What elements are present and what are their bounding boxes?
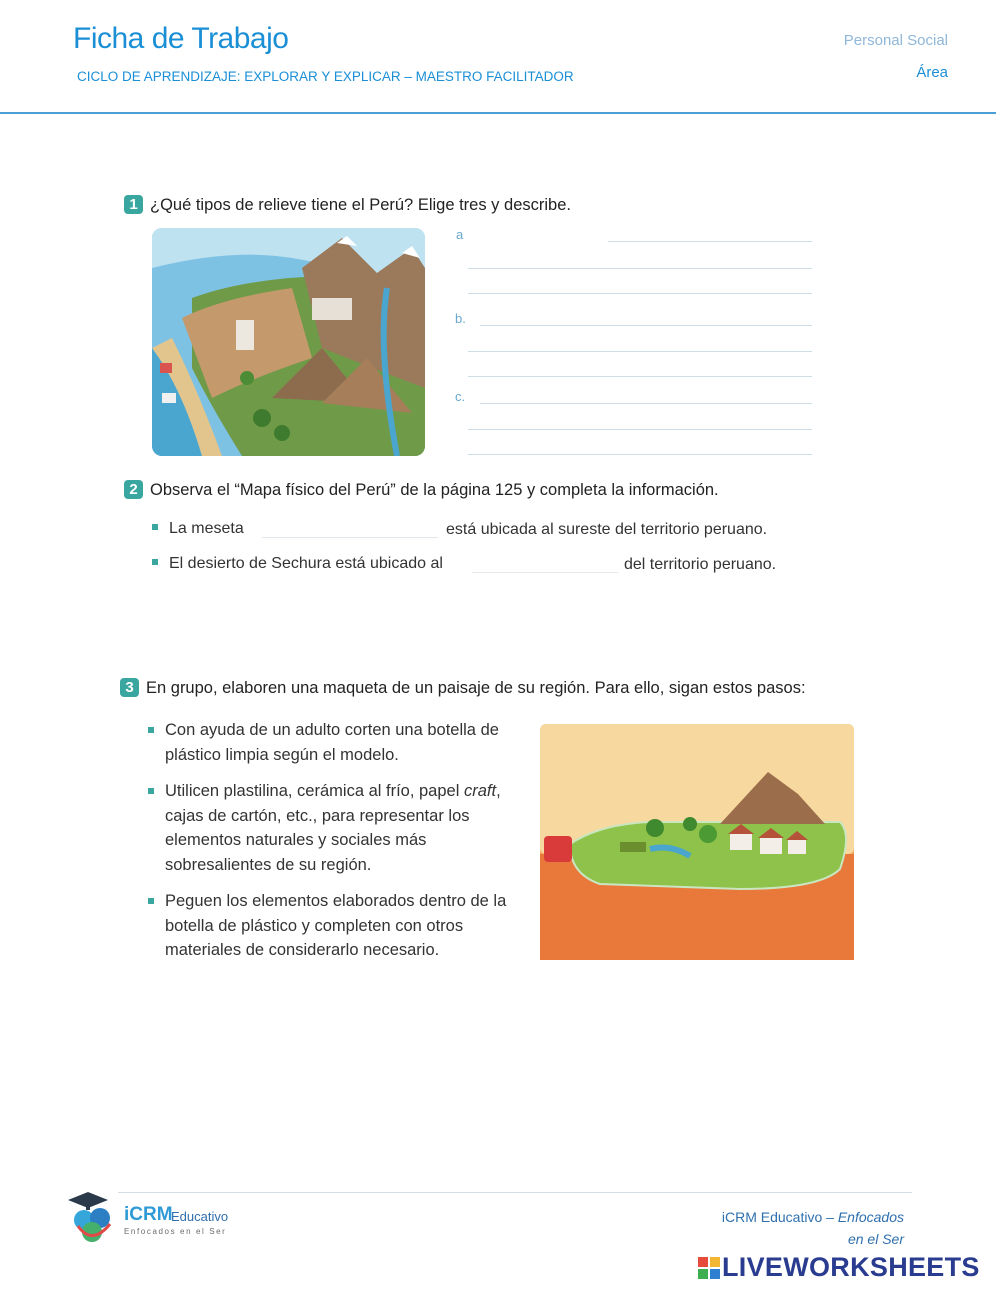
footer-tagline: iCRM Educativo – Enfocados en el Ser <box>721 1209 904 1247</box>
answer-line[interactable] <box>468 268 812 269</box>
logo-tagline: Enfocados en el Ser <box>124 1227 227 1236</box>
blank-row-2-suffix: del territorio peruano. <box>624 556 777 573</box>
answer-line[interactable] <box>468 429 812 430</box>
area-label: Área <box>916 64 948 81</box>
step-1 <box>148 718 528 767</box>
logo-word: Educativo <box>171 1209 229 1224</box>
question-number-badge: 2 <box>124 480 143 499</box>
answer-letter-c: c. <box>455 389 466 404</box>
logo-brand: iCRM <box>124 1204 173 1225</box>
answer-letter-b: b. <box>455 311 466 326</box>
bullet-square-icon <box>152 559 158 565</box>
question-2 <box>124 480 719 500</box>
bullet-square-icon <box>152 524 158 530</box>
step-1-text: Con ayuda de un adulto corten una botella de plástico limpia según el modelo. <box>165 721 499 764</box>
peru-relief-illustration <box>152 228 425 456</box>
fill-blank-row-1 <box>152 520 244 538</box>
blank-input-meseta[interactable] <box>262 537 438 538</box>
question-3 <box>120 678 806 698</box>
bullet-square-icon <box>148 898 154 904</box>
bottle-model-illustration <box>540 724 854 960</box>
question-number-badge: 1 <box>124 195 143 214</box>
header-divider <box>0 112 996 114</box>
answer-line[interactable] <box>468 293 812 294</box>
liveworksheets-brand[interactable]: LIVEWORKSHEETS <box>722 1252 980 1282</box>
blank-row-1-prefix: La meseta <box>169 520 244 537</box>
step-2-text: Utilicen plastilina, cerámica al frío, papel craft, cajas de cartón, etc., para representar los elementos naturales y sociales más sobresalientes de su región. <box>165 782 501 874</box>
subject-label: Personal Social <box>843 32 948 49</box>
blank-input-sechura[interactable] <box>472 572 618 573</box>
graduation-cap-puzzle-icon <box>64 1188 122 1244</box>
question-number-badge: 3 <box>120 678 139 697</box>
question-2-text: Observa el “Mapa físico del Perú” de la página 125 y completa la información. <box>150 481 719 499</box>
bullet-square-icon <box>148 727 154 733</box>
answer-line[interactable] <box>480 403 812 404</box>
blank-row-1-suffix: está ubicada al sureste del territorio peruano. <box>446 521 768 538</box>
answer-line[interactable] <box>468 376 812 377</box>
question-1 <box>124 195 571 215</box>
answer-line[interactable] <box>468 351 812 352</box>
step-3 <box>148 889 508 963</box>
step-3-text: Peguen los elementos elaborados dentro de la botella de plástico y completen con otros materiales de considerarlo necesario. <box>165 892 507 959</box>
footer-divider <box>118 1192 912 1193</box>
step-2 <box>148 779 523 877</box>
answer-line[interactable] <box>480 325 812 326</box>
answer-line[interactable] <box>468 454 812 455</box>
page-title: Ficha de Trabajo <box>73 22 289 55</box>
answer-line[interactable] <box>608 241 812 242</box>
blank-row-2-prefix: El desierto de Sechura está ubicado al <box>169 555 443 572</box>
learning-cycle-subtitle: CICLO DE APRENDIZAJE: EXPLORAR Y EXPLICAR – MAESTRO FACILITADOR <box>77 69 574 84</box>
liveworksheets-logo-icon <box>698 1257 720 1279</box>
fill-blank-row-2 <box>152 555 443 573</box>
question-3-text: En grupo, elaboren una maqueta de un paisaje de su región. Para ello, sigan estos pasos: <box>146 679 806 697</box>
bullet-square-icon <box>148 788 154 794</box>
icrm-logo <box>64 1188 234 1244</box>
question-1-text: ¿Qué tipos de relieve tiene el Perú? Elige tres y describe. <box>150 196 571 214</box>
answer-letter-a: a <box>456 227 464 242</box>
